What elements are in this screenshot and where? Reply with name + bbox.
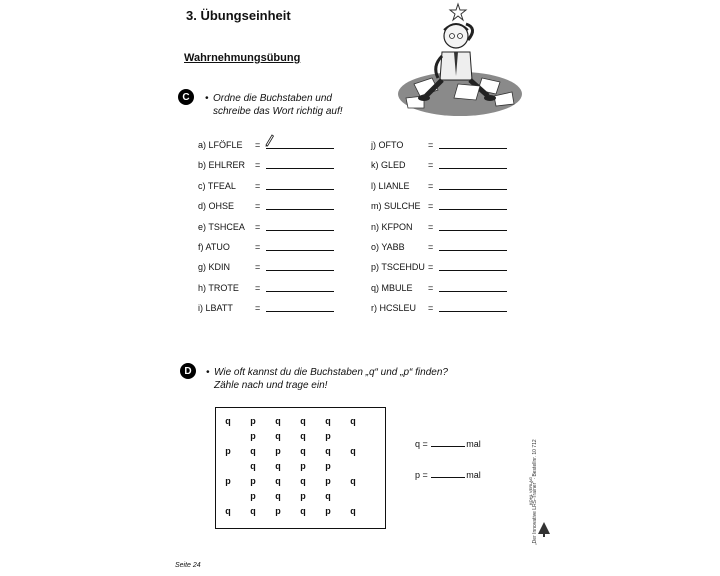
equals-sign: = <box>428 221 434 232</box>
section-d-badge: D <box>180 363 196 379</box>
scrambled-word: r) HCSLEU <box>371 303 417 314</box>
answer-line[interactable] <box>439 270 507 271</box>
equals-sign: = <box>428 180 434 191</box>
answer-line[interactable] <box>266 209 334 210</box>
answer-line[interactable] <box>439 291 507 292</box>
section-c-instruction <box>205 92 343 118</box>
side-publisher-text: „Der Innovative LRS-Trainer“ · Bestellnr. 10 712 <box>532 439 538 545</box>
grid-letter: p <box>275 446 281 456</box>
answer-line[interactable] <box>266 291 334 292</box>
equals-sign: = <box>428 282 434 293</box>
answer-line[interactable] <box>439 148 507 149</box>
grid-letter: p <box>275 506 281 516</box>
word-row <box>198 282 334 294</box>
publisher-logo-icon <box>536 520 552 538</box>
equals-sign: = <box>255 303 261 314</box>
equals-sign: = <box>255 140 261 150</box>
equals-sign: = <box>255 242 261 252</box>
answer-line[interactable] <box>266 230 334 231</box>
scrambled-word: j) OFTO <box>371 140 404 150</box>
word-row <box>198 241 334 253</box>
grid-letter: q <box>350 446 356 456</box>
grid-letter: q <box>300 476 306 486</box>
section-c-badge: C <box>178 89 194 105</box>
equals-sign: = <box>428 160 434 171</box>
instruction-line: Zähle nach und trage ein! <box>214 380 328 391</box>
bullet-icon: • <box>206 367 210 378</box>
scrambled-word: b) EHLRER <box>198 160 246 171</box>
word-row <box>198 261 334 273</box>
grid-letter: q <box>350 506 356 516</box>
grid-letter: q <box>350 476 356 486</box>
page-number: Seite 24 <box>175 562 201 569</box>
equals-sign: = <box>428 262 434 273</box>
scrambled-word: a) LFÖFLE <box>198 140 243 150</box>
scrambled-word: e) TSHCEA <box>198 221 245 232</box>
bullet-icon: • <box>205 93 209 104</box>
grid-letter: q <box>225 506 231 516</box>
grid-letter: p <box>250 431 256 441</box>
word-row <box>198 221 334 233</box>
pencil-icon <box>264 133 274 147</box>
grid-letter: q <box>250 506 256 516</box>
scrambled-word: q) MBULE <box>371 282 413 293</box>
grid-letter: p <box>325 506 331 516</box>
instruction-line: Wie oft kannst du die Buchstaben „q“ und „p“ finden? <box>214 367 448 378</box>
equals-sign: = <box>428 140 434 150</box>
word-row <box>371 302 507 314</box>
grid-letter: p <box>250 491 256 501</box>
grid-letter: q <box>250 461 256 471</box>
word-row <box>371 180 507 192</box>
word-row <box>371 261 507 273</box>
equals-sign: = <box>255 262 261 273</box>
scrambled-word: n) KFPON <box>371 221 413 232</box>
answer-line[interactable] <box>266 168 334 169</box>
answer-line[interactable] <box>266 148 334 149</box>
grid-letter: p <box>250 476 256 486</box>
answer-line[interactable] <box>439 189 507 190</box>
equals-sign: = <box>428 242 434 252</box>
grid-letter: q <box>325 491 331 501</box>
answer-line[interactable] <box>439 209 507 210</box>
page-title: 3. Übungseinheit <box>186 8 291 23</box>
section-d-instruction <box>206 366 448 392</box>
grid-letter: p <box>225 446 231 456</box>
word-row <box>371 282 507 294</box>
grid-letter: q <box>250 446 256 456</box>
scrambled-word: d) OHSE <box>198 201 235 212</box>
scrambled-word: p) TSCEHDU <box>371 262 425 273</box>
scrambled-word: f) ATUO <box>198 242 230 252</box>
grid-letter: q <box>300 446 306 456</box>
equals-sign: = <box>255 160 261 171</box>
grid-letter: q <box>275 476 281 486</box>
scrambled-word: i) LBATT <box>198 303 233 314</box>
grid-letter: p <box>300 461 306 471</box>
p-count-field[interactable] <box>415 470 481 480</box>
equals-sign: = <box>255 282 261 293</box>
grid-letter: p <box>325 431 331 441</box>
grid-letter: p <box>325 461 331 471</box>
word-row <box>198 200 334 212</box>
q-count-blank[interactable] <box>431 446 465 447</box>
grid-letter: q <box>275 461 281 471</box>
grid-letter: q <box>300 416 306 426</box>
puzzled-man-illustration <box>396 0 522 118</box>
grid-letter: p <box>225 476 231 486</box>
grid-letter: q <box>325 446 331 456</box>
word-row <box>371 159 507 171</box>
word-row <box>371 241 507 253</box>
grid-letter: p <box>325 476 331 486</box>
q-count-field[interactable] <box>415 439 481 449</box>
instruction-line: Ordne die Buchstaben und <box>213 93 332 104</box>
answer-line[interactable] <box>439 311 507 312</box>
grid-letter: q <box>300 506 306 516</box>
scrambled-word: m) SULCHE <box>371 201 421 212</box>
answer-line[interactable] <box>266 311 334 312</box>
answer-line[interactable] <box>439 250 507 251</box>
word-row <box>371 200 507 212</box>
grid-letter: p <box>300 491 306 501</box>
grid-letter: q <box>300 431 306 441</box>
equals-sign: = <box>255 201 261 212</box>
word-row <box>198 180 334 192</box>
grid-letter: q <box>275 431 281 441</box>
scrambled-word: h) TROTE <box>198 282 239 293</box>
equals-sign: = <box>428 303 434 314</box>
answer-line[interactable] <box>266 270 334 271</box>
q-count-suffix: mal <box>466 439 481 449</box>
exercise-subtitle: Wahrnehmungsübung <box>184 52 301 64</box>
scrambled-word: c) TFEAL <box>198 180 236 191</box>
p-count-suffix: mal <box>466 470 481 480</box>
grid-letter: q <box>275 416 281 426</box>
scrambled-word: o) YABB <box>371 242 405 252</box>
publisher-logo-text: KOHL VERLAG <box>528 476 533 505</box>
scrambled-word: k) GLED <box>371 160 406 171</box>
letter-grid <box>215 407 386 529</box>
p-count-label: p = <box>415 470 428 480</box>
grid-letter: q <box>325 416 331 426</box>
scrambled-word: g) KDIN <box>198 262 231 273</box>
grid-letter: q <box>225 416 231 426</box>
answer-line[interactable] <box>439 168 507 169</box>
word-row <box>371 139 507 151</box>
instruction-line: schreibe das Wort richtig auf! <box>213 106 343 117</box>
answer-line[interactable] <box>266 189 334 190</box>
equals-sign: = <box>428 201 434 212</box>
p-count-blank[interactable] <box>431 477 465 478</box>
q-count-label: q = <box>415 439 428 449</box>
word-row <box>371 221 507 233</box>
word-row <box>198 302 334 314</box>
grid-letter: q <box>275 491 281 501</box>
answer-line[interactable] <box>439 230 507 231</box>
scrambled-word: l) LIANLE <box>371 180 410 191</box>
answer-line[interactable] <box>266 250 334 251</box>
grid-letter: p <box>250 416 256 426</box>
word-row <box>198 159 334 171</box>
equals-sign: = <box>255 221 261 232</box>
grid-letter: q <box>350 416 356 426</box>
equals-sign: = <box>255 180 261 191</box>
